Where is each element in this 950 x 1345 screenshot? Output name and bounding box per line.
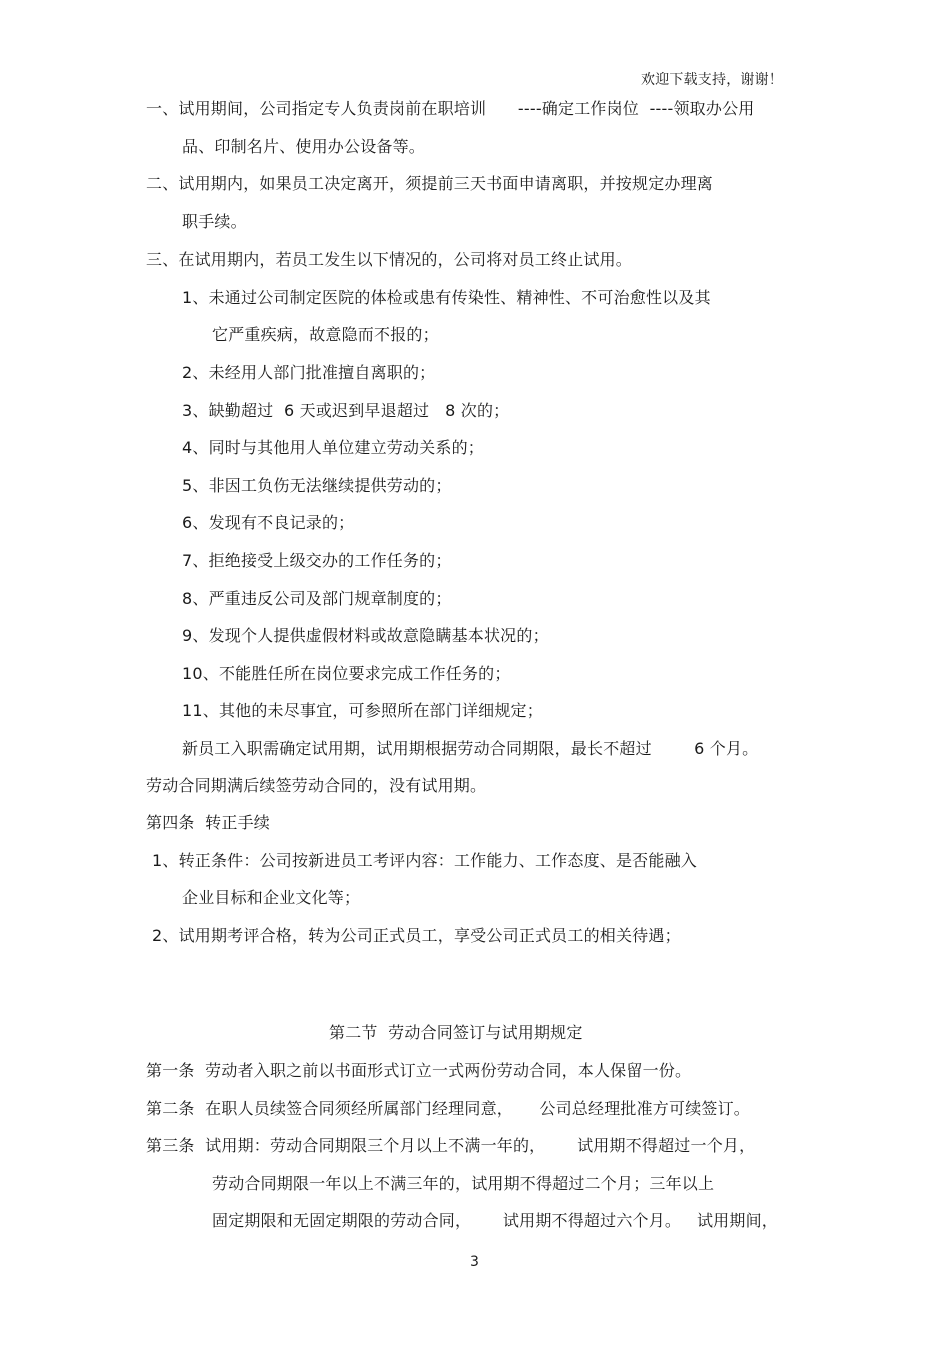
text-line: 劳动合同期满后续签劳动合同的，没有试用期。	[146, 776, 487, 795]
list-item: 5、非因工负伤无法继续提供劳动的；	[182, 476, 452, 495]
article-line: 第二条 在职人员续签合同须经所属部门经理同意， 公司总经理批准方可续签订。	[146, 1099, 751, 1118]
list-item: 1、未通过公司制定医院的体检或患有传染性、精神性、不可治愈性以及其	[182, 288, 711, 307]
text-line: 职手续。	[182, 212, 247, 231]
list-item: 2、试用期考评合格，转为公司正式员工，享受公司正式员工的相关待遇；	[152, 926, 681, 945]
list-item: 6、发现有不良记录的；	[182, 513, 355, 532]
header-note: 欢迎下载支持，谢谢！	[641, 72, 783, 88]
article-line: 第三条 试用期：劳动合同期限三个月以上不满一年的， 试用期不得超过一个月，	[146, 1136, 756, 1155]
text-line: 品、印制名片、使用办公设备等。	[182, 137, 426, 156]
text-line: 劳动合同期限一年以上不满三年的，试用期不得超过二个月；三年以上	[212, 1174, 715, 1193]
list-item: 4、同时与其他用人单位建立劳动关系的；	[182, 438, 484, 457]
text-line: 企业目标和企业文化等；	[182, 888, 361, 907]
list-item: 3、缺勤超过 6 天或迟到早退超过 8 次的；	[182, 401, 510, 420]
text-line: 一、试用期间，公司指定专人负责岗前在职培训 ----确定工作岗位 ----领取办公用	[146, 99, 755, 118]
section-title: 第二节 劳动合同签订与试用期规定	[329, 1023, 583, 1042]
text-line: 固定期限和无固定期限的劳动合同， 试用期不得超过六个月。 试用期间，	[212, 1211, 778, 1230]
list-item: 11、其他的未尽事宜，可参照所在部门详细规定；	[182, 701, 543, 720]
list-item: 7、拒绝接受上级交办的工作任务的；	[182, 551, 452, 570]
list-item: 8、严重违反公司及部门规章制度的；	[182, 589, 452, 608]
list-item: 2、未经用人部门批准擅自离职的；	[182, 363, 436, 382]
list-item: 1、转正条件：公司按新进员工考评内容：工作能力、工作态度、是否能融入	[152, 851, 697, 870]
list-item: 9、发现个人提供虚假材料或故意隐瞒基本状况的；	[182, 626, 549, 645]
section-heading: 第四条 转正手续	[146, 813, 270, 832]
text-line: 二、试用期内，如果员工决定离开，须提前三天书面申请离职，并按规定办理离	[146, 174, 714, 193]
article-line: 第一条 劳动者入职之前以书面形式订立一式两份劳动合同，本人保留一份。	[146, 1061, 692, 1080]
text-line: 三、在试用期内，若员工发生以下情况的，公司将对员工终止试用。	[146, 250, 633, 269]
text-line: 它严重疾病，故意隐而不报的；	[212, 325, 439, 344]
list-item: 10、不能胜任所在岗位要求完成工作任务的；	[182, 664, 511, 683]
page-number: 3	[470, 1254, 480, 1270]
text-line: 新员工入职需确定试用期，试用期根据劳动合同期限，最长不超过 6 个月。	[182, 739, 759, 758]
